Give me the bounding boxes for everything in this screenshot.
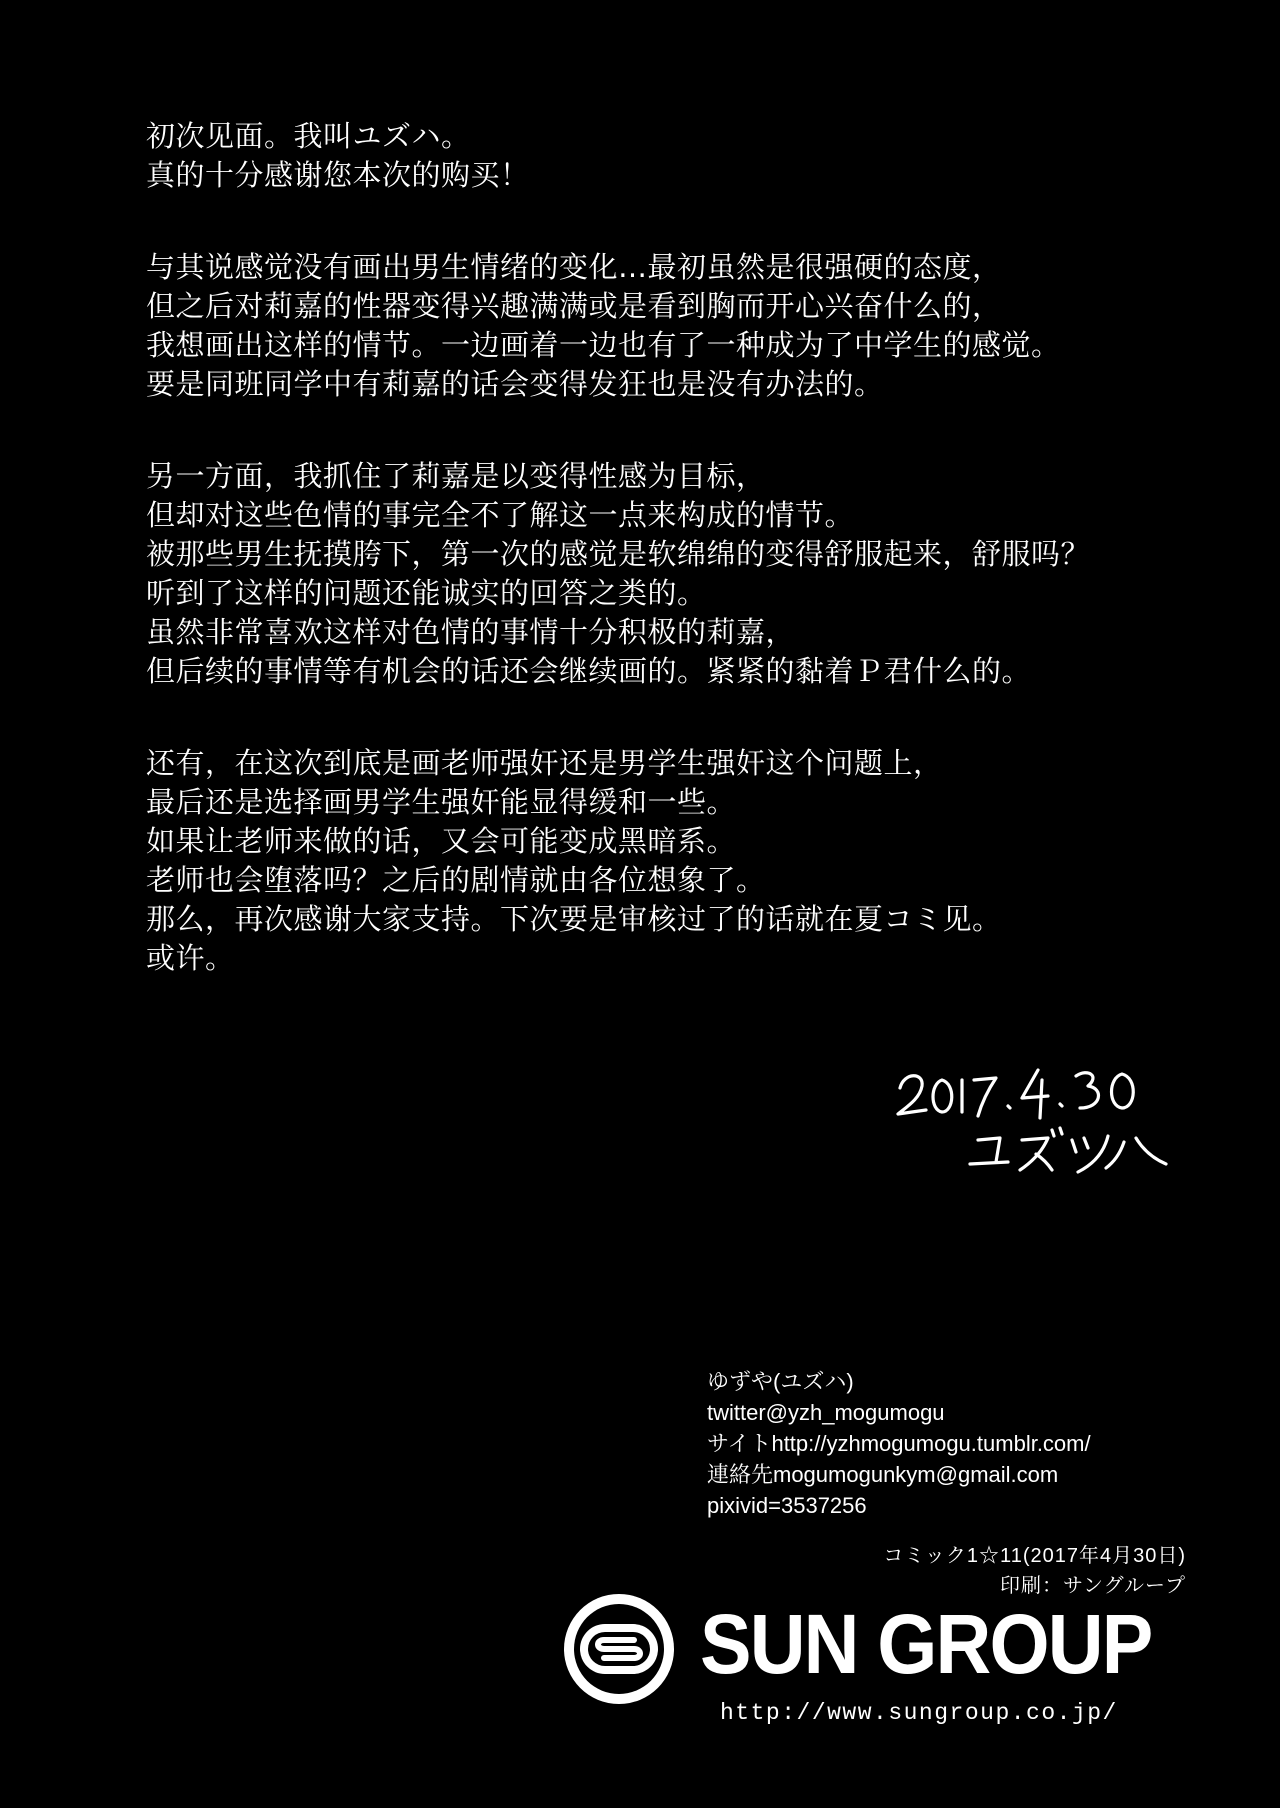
paragraph-boys-emotion [146, 248, 1206, 404]
text-line: 但后续的事情等有机会的话还会继续画的。紧紧的黏着Ｐ君什么的。 [146, 654, 1032, 688]
pixiv-id: pixivid=3537256 [707, 1493, 867, 1518]
text-line: 如果让老师来做的话，又会可能变成黑暗系。 [146, 824, 737, 858]
twitter-handle: twitter@yzh_mogumogu [707, 1400, 945, 1425]
text-line: 被那些男生抚摸胯下，第一次的感觉是软绵绵的变得舒服起来，舒服吗？ [146, 537, 1091, 571]
sun-group-emblem-icon [560, 1590, 678, 1708]
site-url: サイトhttp://yzhmogumogu.tumblr.com/ [707, 1431, 1091, 1456]
text-line: 那么，再次感谢大家支持。下次要是审核过了的话就在夏コミ见。 [146, 902, 1002, 936]
text-line: 要是同班同学中有莉嘉的话会变得发狂也是没有办法的。 [146, 367, 884, 401]
contact-email: 連絡先mogumogunkym@gmail.com [707, 1462, 1059, 1487]
printer-info: 印刷：サングループ [1000, 1575, 1186, 1597]
text-line: 但之后对莉嘉的性器变得兴趣满满或是看到胸而开心兴奋什么的， [146, 289, 1002, 323]
text-line: 与其说感觉没有画出男生情绪的变化…最初虽然是很强硬的态度， [146, 250, 1002, 284]
text-line: 老师也会堕落吗？之后的剧情就由各位想象了。 [146, 863, 766, 897]
logo-url: http://www.sungroup.co.jp/ [720, 1700, 1118, 1726]
afterword-text [146, 117, 1206, 978]
text-line: 还有，在这次到底是画老师强奸还是男学生强奸这个问题上， [146, 746, 943, 780]
text-line: 真的十分感谢您本次的购买！ [146, 158, 530, 192]
handwritten-signature [890, 1058, 1180, 1198]
text-line: 听到了这样的问题还能诚实的回答之类的。 [146, 576, 707, 610]
text-line: 或许。 [146, 941, 235, 975]
paragraph-rika-plot [146, 457, 1206, 691]
text-line: 但却对这些色情的事完全不了解这一点来构成的情节。 [146, 498, 855, 532]
sun-group-logo [560, 1590, 1190, 1740]
paragraph-closing [146, 744, 1206, 978]
text-line: 我想画出这样的情节。一边画着一边也有了一种成为了中学生的感觉。 [146, 328, 1061, 362]
author-contact [707, 1366, 1207, 1521]
logo-wordmark: SUN GROUP [700, 1597, 1152, 1691]
text-line: 初次见面。我叫ユズハ。 [146, 119, 471, 153]
circle-name: ゆずや(ユズハ) [707, 1369, 854, 1394]
text-line: 另一方面，我抓住了莉嘉是以变得性感为目标， [146, 459, 766, 493]
text-line: 最后还是选择画男学生强奸能显得缓和一些。 [146, 785, 737, 819]
paragraph-greeting [146, 117, 1206, 195]
text-line: 虽然非常喜欢这样对色情的事情十分积极的莉嘉， [146, 615, 796, 649]
event-info: コミック1☆11(2017年4月30日) [883, 1545, 1186, 1567]
